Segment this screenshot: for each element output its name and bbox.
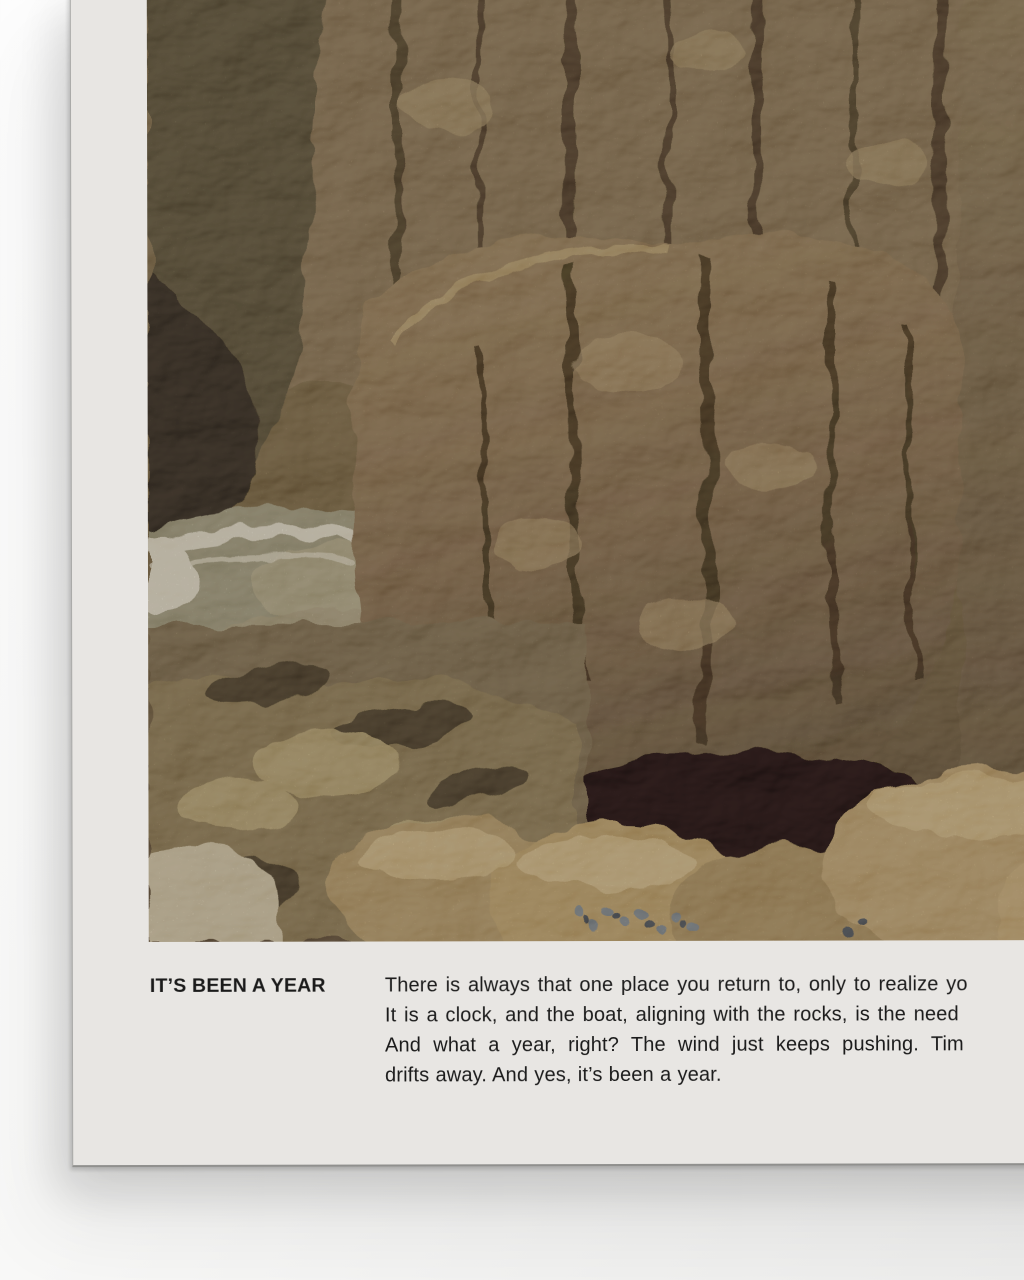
caption-line: It is a clock, and the boat, aligning with the rocks, is the need [384,1003,959,1027]
photo-grain-overlay [147,0,1024,942]
photo [147,0,1024,942]
caption-body [385,969,1024,1091]
caption-line: There is always that one place you return to, only to realize yo [384,973,968,997]
rocks-photo-illustration [147,0,1024,942]
caption [150,969,1024,1091]
caption-line: drifts away. And yes, it’s been a year. [385,1063,722,1087]
caption-title: IT’S BEEN A YEAR [149,974,326,997]
poster-sheet [70,0,1024,1167]
caption-line: And what a year, right? The wind just keeps pushing. Tim [384,1033,964,1057]
